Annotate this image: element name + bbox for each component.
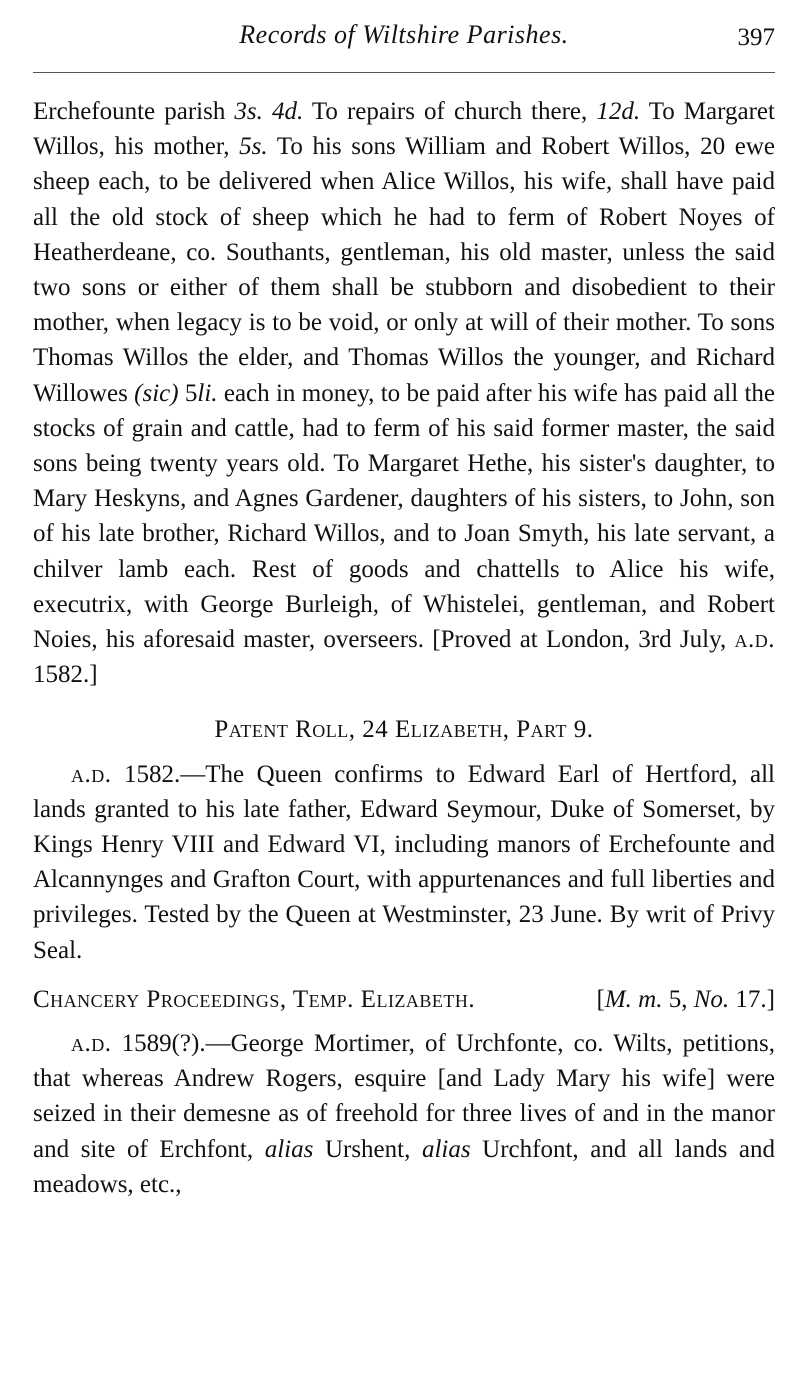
patent-roll-heading: Patent Roll, 24 Elizabeth, Part 9.	[214, 716, 594, 744]
patent-roll-paragraph: a.d. 1582.—The Queen confirms to Edward Earl of Hertford, all lands granted to his late father, Edward Seymour, Duke of Somerset, by Kings Henry VIII and Edward VI, including manors of Erchefounte and Alcannynges and Grafton Court, with appurtenances and full liberties and privileges. Tested by the Queen at Westminster, 23 June. By writ of Privy Seal.	[33, 760, 775, 964]
running-title: Records of Wiltshire Parishes.	[239, 20, 569, 49]
header-rule	[33, 72, 775, 73]
body-text	[33, 94, 775, 1202]
running-header	[33, 0, 775, 72]
will-paragraph: Erchefounte parish 3s. 4d. To repairs of church there, 12d. To Margaret Willos, his mother, 5s. To his sons William and Robert Willos, 20 ewe sheep each, to be delivered when Alice Willos, his wife, shall have paid all the old stock of sheep which he had to ferm of Robert Noyes of Heatherdeane, co. Southants, gentleman, his old master, unless the said two sons or either of them shall be stubborn and disobedient to their mother, when legacy is to be void, or only at will of their mother. To sons Thomas Willos the elder, and Thomas Willos the younger, and Richard Willowes (sic) 5li. each in money, to be paid after his wife has paid all the stocks of grain and cattle, had to ferm of his said former master, the said sons being twenty years old. To Margaret Hethe, his sister's daughter, to Mary Heskyns, and Agnes Gardener, daughters of his sisters, to John, son of his late brother, Richard Willos, and to Joan Smyth, his late servant, a chilver lamb each. Rest of goods and chattells to Alice his wife, executrix, with George Burleigh, of Whistelei, gentleman, and Robert Noies, his aforesaid master, overseers. [Proved at London, 3rd July, a.d. 1582.]	[33, 98, 775, 689]
chancery-paragraph: a.d. 1589(?).—George Mortimer, of Urchfonte, co. Wilts, petitions, that whereas Andrew Rogers, esquire [and Lady Mary his wife] were seized in their demesne as of freehold for three lives of and in the manor and site of Erchfont, alias Urshent, alias Urchfont, and all lands and meadows, etc.,	[33, 1030, 775, 1198]
document-page	[33, 0, 775, 1202]
page-number: 397	[737, 24, 775, 51]
chancery-heading-line	[33, 982, 775, 1017]
chancery-heading: Chancery Proceedings, Temp. Elizabeth.	[33, 985, 476, 1013]
chancery-reference: [M. m. 5, No. 17.]	[596, 985, 775, 1013]
